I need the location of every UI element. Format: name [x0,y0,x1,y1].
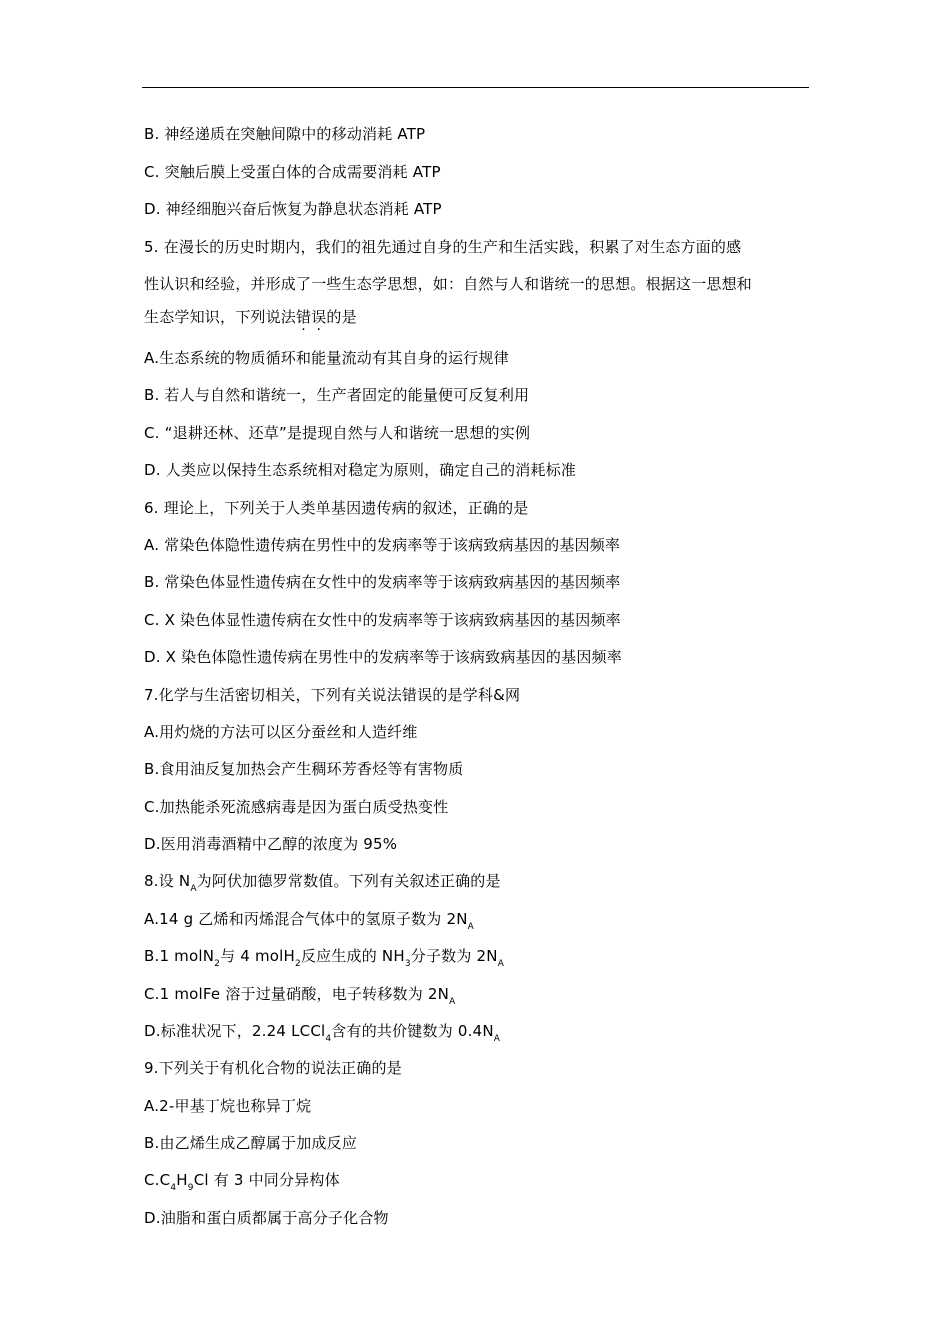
q6-option-a: A. 常染色体隐性遗传病在男性中的发病率等于该病致病基因的基因频率 [144,536,621,554]
q8-option-b-text: 与 4 molH [220,947,296,965]
q8-stem-text: 为阿伏加德罗常数值。下列有关叙述正确的是 [196,872,501,890]
q8-stem-text: 8.设 N [144,872,191,890]
emphasis-char: 错 [296,308,312,326]
subscript: 2 [295,959,301,969]
q5-stem-line-1: 5. 在漫长的历史时期内，我们的祖先通过自身的生产和生活实践，积累了对生态方面的感 [144,238,742,256]
q7-stem: 7.化学与生活密切相关，下列有关说法错误的是学科&网 [144,686,521,704]
q8-option-d [144,1021,500,1044]
q7-option-b: B.食用油反复加热会产生稠环芳香烃等有害物质 [144,760,464,778]
subscript: 3 [404,959,411,969]
q6-option-c: C. X 染色体显性遗传病在女性中的发病率等于该病致病基因的基因频率 [144,611,621,629]
q4-option-d: D. 神经细胞兴奋后恢复为静息状态消耗 ATP [144,200,442,218]
q4-option-c: C. 突触后膜上受蛋白体的合成需要消耗 ATP [144,163,441,181]
subscript: A [497,959,505,969]
q9-option-a: A.2-甲基丁烷也称异丁烷 [144,1097,312,1115]
q5-option-c: C. “退耕还林、还草”是提现自然与人和谐统一思想的实例 [144,424,531,442]
q6-stem: 6. 理论上，下列关于人类单基因遗传病的叙述，正确的是 [144,499,529,517]
q8-option-a-text: A.14 g 乙烯和丙烯混合气体中的氢原子数为 2N [144,910,468,928]
subscript: A [449,997,456,1007]
q8-option-c [144,984,455,1007]
q5-stem-line-3 [144,307,357,327]
q5-option-d: D. 人类应以保持生态系统相对稳定为原则，确定自己的消耗标准 [144,461,577,479]
q8-option-a [144,909,474,932]
q9-option-c [144,1170,340,1193]
subscript: A [190,884,197,894]
q5-stem-line-2: 性认识和经验，并形成了一些生态学思想，如：自然与人和谐统一的思想。根据这一思想和 [144,275,753,293]
q9-stem: 9.下列关于有机化合物的说法正确的是 [144,1059,402,1077]
q5-stem-text: 生态学知识，下列说法 [144,308,297,326]
subscript: 2 [214,959,221,969]
header-rule [142,87,809,88]
q5-stem-text: 的是 [326,308,357,326]
q8-option-b-text: 反应生成的 NH [300,947,405,965]
q8-option-b-text: B.1 molN [144,947,215,965]
q8-option-d-text: D.标准状况下，2.24 LCCl [144,1022,326,1040]
q4-option-b: B. 神经递质在突触间隙中的移动消耗 ATP [144,125,426,143]
q8-option-b-text: 分子数为 2N [410,947,498,965]
q8-option-d-text: 含有的共价键数为 0.4N [331,1022,494,1040]
q8-option-c-text: C.1 molFe 溶于过量硝酸，电子转移数为 2N [144,985,450,1003]
q9-option-c-text: C.C [144,1171,171,1189]
q9-option-c-text: Cl 有 3 中同分异构体 [193,1171,340,1189]
q7-option-a: A.用灼烧的方法可以区分蚕丝和人造纤维 [144,723,418,741]
q5-option-b: B. 若人与自然和谐统一，生产者固定的能量便可反复利用 [144,386,530,404]
q8-option-b [144,946,504,969]
q6-option-b: B. 常染色体显性遗传病在女性中的发病率等于该病致病基因的基因频率 [144,573,621,591]
q7-option-d: D.医用消毒酒精中乙醇的浓度为 95% [144,835,398,853]
emphasis-char: 误 [311,308,327,326]
q5-option-a: A.生态系统的物质循环和能量流动有其自身的运行规律 [144,349,509,367]
q9-option-c-text: H [176,1171,188,1189]
subscript: 9 [187,1183,194,1193]
q9-option-d: D.油脂和蛋白质都属于高分子化合物 [144,1209,389,1227]
q9-option-b: B.由乙烯生成乙醇属于加成反应 [144,1134,358,1152]
q8-stem [144,871,501,894]
subscript: 4 [170,1183,177,1193]
subscript: A [467,922,475,932]
subscript: A [493,1034,501,1044]
q7-option-c: C.加热能杀死流感病毒是因为蛋白质受热变性 [144,798,449,816]
subscript: 4 [325,1034,332,1044]
q6-option-d: D. X 染色体隐性遗传病在男性中的发病率等于该病致病基因的基因频率 [144,648,622,666]
